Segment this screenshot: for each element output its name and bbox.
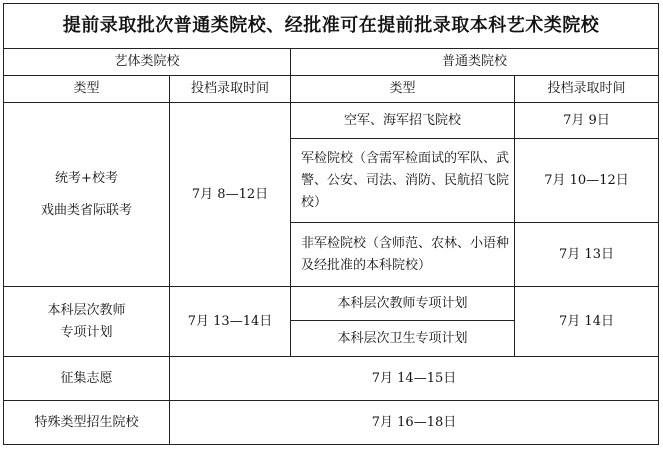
normal-type-cell-1: 空军、海军招飞院校 [291,103,515,139]
normal-type-header: 类型 [291,76,515,103]
art-type-header: 类型 [4,76,170,103]
art-time-cell-1: 7月 8—12日 [170,103,291,287]
collect-time-cell: 7月 14—15日 [170,357,659,401]
art-type-2-line1: 本科层次教师 [47,302,126,318]
normal-time-cell-1: 7月 9日 [515,103,659,139]
art-group-header: 艺体类院校 [4,49,291,76]
normal-type-cell-2: 军检院校（含需军检面试的军队、武警、公安、司法、消防、民航招飞院校） [291,139,515,223]
art-type-2-line2: 专项计划 [60,324,113,340]
special-time-cell: 7月 16—18日 [170,401,659,445]
art-time-cell-2: 7月 13—14日 [170,287,291,357]
special-label-cell: 特殊类型招生院校 [4,401,170,445]
normal-group-header: 普通类院校 [291,49,659,76]
art-type-1-line1: 统考+校考 [55,170,118,186]
admission-schedule-document [3,3,658,468]
normal-type-cell-5: 本科层次卫生专项计划 [291,321,515,357]
table-title: 提前录取批次普通类院校、经批准可在提前批录取本科艺术类院校 [4,4,659,49]
art-type-1-line2: 戏曲类省际联考 [40,202,132,218]
admission-schedule-table [3,3,659,445]
art-type-cell-1 [4,103,170,287]
art-time-header: 投档录取时间 [170,76,291,103]
normal-type-cell-4: 本科层次教师专项计划 [291,287,515,321]
art-type-cell-2 [4,287,170,357]
normal-time-cell-2: 7月 10—12日 [515,139,659,223]
normal-type-cell-3: 非军检院校（含师范、农林、小语种及经批准的本科院校） [291,223,515,287]
normal-time-cell-45: 7月 14日 [515,287,659,357]
normal-time-cell-3: 7月 13日 [515,223,659,287]
collect-label-cell: 征集志愿 [4,357,170,401]
normal-time-header: 投档录取时间 [515,76,659,103]
